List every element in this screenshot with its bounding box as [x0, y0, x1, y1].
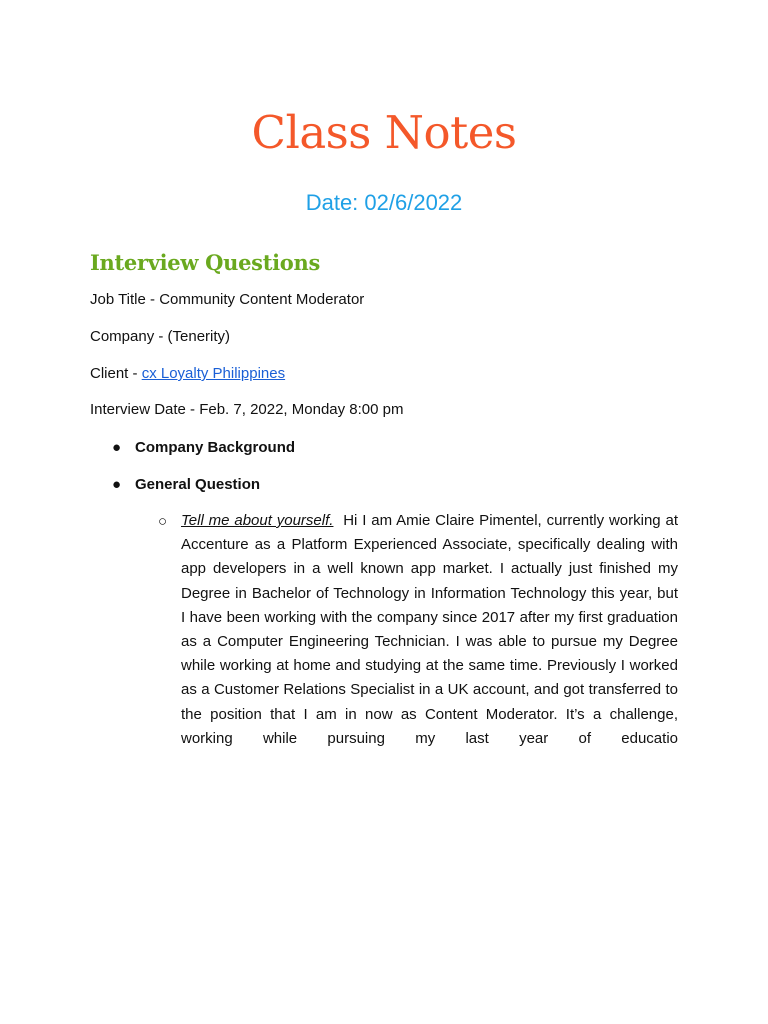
sub-bullet-circle-icon: ○	[158, 513, 168, 530]
answer-paragraph	[181, 509, 678, 751]
bullet-item-general-question	[112, 476, 260, 493]
job-title-line: Job Title - Community Content Moderator	[90, 291, 365, 308]
section-heading: Interview Questions	[90, 250, 320, 275]
bullet-label: General Question	[135, 476, 261, 493]
answer-question: Tell me about yourself.	[181, 512, 334, 529]
company-line: Company - (Tenerity)	[90, 328, 231, 345]
page-title: Class Notes	[251, 106, 517, 159]
bullet-item-company-background	[112, 439, 295, 456]
client-link[interactable]: cx Loyalty Philippines	[141, 365, 286, 382]
client-label: Client -	[90, 365, 142, 382]
bullet-label: Company Background	[135, 439, 296, 456]
client-line	[90, 365, 285, 382]
interview-date-line: Interview Date - Feb. 7, 2022, Monday 8:00 pm	[90, 401, 404, 418]
answer-body: Hi I am Amie Claire Pimentel, currently working at Accenture as a Platform Experienced Associate, specifically dealing with app developers in a well known app market. I actually just finished my Degree in Bachelor of Technology in Information Technology this year, but I have been working with the company since 2017 after my first graduation as a Computer Engineering Technician. I was able to pursue my Degree while working at home and studying at the same time. Previously I worked as a Customer Relations Specialist in a UK account, and got transferred to the position that I am in now as Content Moderator. It’s a challenge, working while pursuing my last year of educatio	[181, 512, 679, 747]
date-line: Date: 02/6/2022	[305, 190, 463, 215]
bullet-dot-icon: ●	[112, 439, 122, 456]
bullet-dot-icon: ●	[112, 476, 122, 493]
